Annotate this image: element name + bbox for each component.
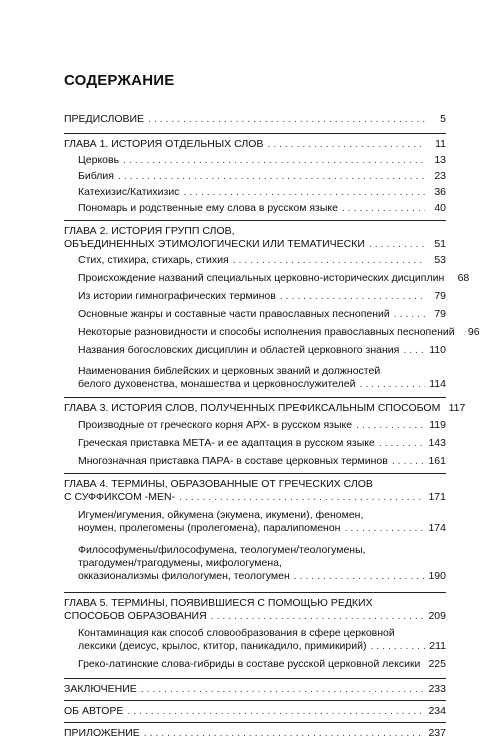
dot-leader <box>370 640 425 653</box>
toc-page-number: 79 <box>434 290 446 302</box>
dot-leader <box>127 705 425 718</box>
dot-leader <box>379 437 425 450</box>
toc-page-number: 11 <box>435 138 446 150</box>
dot-leader <box>345 522 426 535</box>
toc-entry-chapter-4[interactable] <box>64 478 446 504</box>
toc-entry-chapter-1[interactable] <box>64 138 446 151</box>
toc-page-number: 114 <box>429 378 446 390</box>
divider <box>64 592 446 593</box>
divider <box>64 700 446 701</box>
dot-leader <box>148 113 425 126</box>
toc-page-number: 174 <box>428 522 446 534</box>
toc-page-number: 117 <box>448 402 466 414</box>
toc-entry-title-line: ГЛАВА 2. ИСТОРИЯ ГРУПП СЛОВ, <box>64 225 235 237</box>
dot-leader <box>369 238 425 251</box>
dot-leader <box>267 138 425 151</box>
toc-entry-title: Из истории гимнографических терминов <box>78 290 276 302</box>
toc-entry-title: Некоторые разновидности и способы исполнения православных песнопений <box>78 326 455 338</box>
toc-title: СОДЕРЖАНИЕ <box>64 72 175 89</box>
toc-entry[interactable] <box>78 170 446 183</box>
dot-leader <box>294 570 425 583</box>
toc-entry-about-author[interactable] <box>64 705 446 718</box>
toc-page-number: 36 <box>434 186 446 198</box>
toc-entry[interactable] <box>78 326 480 339</box>
toc-entry-title: С СУФФИКСОМ -MEN- <box>64 491 176 503</box>
toc-entry-title: белого духовенства, монашества и церковнослужителей <box>78 378 356 390</box>
toc-page-number: 5 <box>440 113 446 125</box>
toc-page-number: 51 <box>434 238 446 250</box>
toc-entry-title: Библия <box>78 170 114 182</box>
toc-entry-title: Греческая приставка МЕТА- и ее адаптация в русском языке <box>78 437 375 449</box>
toc-entry-title: Производные от греческого корня АРХ- в русском языке <box>78 419 353 431</box>
toc-entry[interactable] <box>78 509 446 535</box>
toc-page-number: 209 <box>428 610 446 622</box>
toc-entry-title: ПРЕДИСЛОВИЕ <box>64 113 145 125</box>
toc-page-number: 161 <box>428 455 446 467</box>
toc-entry-title: ГЛАВА 3. ИСТОРИЯ СЛОВ, ПОЛУЧЕННЫХ ПРЕФИКСАЛЬНЫМ СПОСОБОМ <box>64 402 441 414</box>
dot-leader <box>144 727 425 740</box>
toc-page-number: 13 <box>434 154 446 166</box>
toc-entry-title: СПОСОБОВ ОБРАЗОВАНИЯ <box>64 610 207 622</box>
dot-leader <box>118 170 425 183</box>
toc-entry[interactable] <box>78 344 446 357</box>
toc-entry-title: ОБЪЕДИНЕННЫХ ЭТИМОЛОГИЧЕСКИ ИЛИ ТЕМАТИЧЕСКИ <box>64 238 365 250</box>
toc-entry[interactable] <box>78 544 446 583</box>
toc-entry[interactable] <box>78 254 446 267</box>
divider <box>64 397 446 398</box>
toc-page-number: 211 <box>429 640 446 652</box>
toc-entry[interactable] <box>78 202 446 215</box>
toc-entry-title: окказионализмы филологумен, теологумен <box>78 570 290 582</box>
toc-page-number: 40 <box>434 202 446 214</box>
toc-page-number: 110 <box>429 344 446 356</box>
toc-entry-title: ЗАКЛЮЧЕНИЕ <box>64 683 137 695</box>
toc-entry-title: Многозначная приставка ПАРА- в составе церковных терминов <box>78 455 388 467</box>
toc-entry-title: Происхождение названий специальных церковно-исторических дисциплин <box>78 272 445 284</box>
toc-entry-title: Названия богословских дисциплин и областей церковного знания <box>78 344 400 356</box>
toc-entry-title: ПРИЛОЖЕНИЕ <box>64 727 140 739</box>
dot-leader <box>141 683 425 696</box>
toc-entry[interactable] <box>78 308 446 321</box>
toc-entry[interactable] <box>78 437 446 450</box>
toc-entry-chapter-5[interactable] <box>64 597 446 623</box>
toc-page-number: 190 <box>428 570 446 582</box>
toc-page-number: 233 <box>428 683 446 695</box>
toc-entry[interactable] <box>78 272 470 285</box>
divider <box>64 473 446 474</box>
toc-entry-title: Основные жанры и составные части православных песнопений <box>78 308 390 320</box>
toc-entry-title: ноумен, пролегомены (пролегомена), паралипоменон <box>78 522 341 534</box>
toc-entry-title: ОБ АВТОРЕ <box>64 705 124 717</box>
divider <box>64 220 446 221</box>
dot-leader <box>179 491 425 504</box>
toc-page-number: 143 <box>428 437 446 449</box>
toc-entry-title-line: ГЛАВА 4. ТЕРМИНЫ, ОБРАЗОВАННЫЕ ОТ ГРЕЧЕСКИХ СЛОВ <box>64 478 373 490</box>
toc-entry-title-line: Наименования библейских и церковных званий и должностей <box>78 365 381 377</box>
dot-leader <box>211 610 425 623</box>
dot-leader <box>359 378 425 391</box>
toc-entry[interactable] <box>78 419 446 432</box>
dot-leader <box>342 202 425 215</box>
dot-leader <box>233 254 425 267</box>
toc-entry-chapter-3[interactable] <box>64 402 466 415</box>
toc-entry[interactable] <box>78 154 446 167</box>
divider <box>64 722 446 723</box>
toc-entry-conclusion[interactable] <box>64 683 446 696</box>
toc-entry-title-line: ГЛАВА 5. ТЕРМИНЫ, ПОЯВИВШИЕСЯ С ПОМОЩЬЮ РЕДКИХ <box>64 597 373 609</box>
toc-entry-title: лексики (деисус, крылос, ктитор, паникадило, примикирий) <box>78 640 367 652</box>
toc-entry[interactable] <box>78 186 446 199</box>
dot-leader <box>356 419 425 432</box>
toc-page-number: 237 <box>428 727 446 739</box>
toc-entry-title: ГЛАВА 1. ИСТОРИЯ ОТДЕЛЬНЫХ СЛОВ <box>64 138 264 150</box>
divider <box>64 678 446 679</box>
dot-leader <box>280 290 425 303</box>
toc-entry[interactable] <box>78 627 446 653</box>
dot-leader <box>403 344 425 357</box>
toc-page-number: 53 <box>434 254 446 266</box>
dot-leader <box>183 186 425 199</box>
toc-page-number: 79 <box>434 308 446 320</box>
toc-entry-chapter-2[interactable] <box>64 225 446 251</box>
toc-page-number: 234 <box>428 705 446 717</box>
toc-entry-title: Пономарь и родственные ему слова в русском языке <box>78 202 338 214</box>
dot-leader <box>123 154 425 167</box>
toc-entry-title: Церковь <box>78 154 120 166</box>
toc-entry-title: Греко-латинские слова-гибриды в составе русской церковной лексики <box>78 658 421 670</box>
toc-entry-title-line: Философумены/философумена, теологумен/теологумены, трагодумен/трагодумены, мифологумена, <box>78 544 366 569</box>
toc-entry[interactable] <box>78 455 446 468</box>
toc-page-number: 96 <box>467 326 480 338</box>
toc-entry-title-line: Игумен/игумения, ойкумена (экумена, икумени), феномен, <box>78 509 364 521</box>
toc-page-number: 225 <box>428 658 446 670</box>
toc-entry[interactable] <box>78 365 446 391</box>
toc-page-number: 119 <box>429 419 446 431</box>
toc-entry-appendix[interactable] <box>64 727 446 740</box>
toc-entry-title: Катехизис/Катихизис <box>78 186 180 198</box>
toc-entry[interactable] <box>78 658 446 671</box>
toc-page-number: 23 <box>434 170 446 182</box>
toc-entry-title-line: Контаминация как способ словообразования в сфере церковной <box>78 627 395 639</box>
dot-leader <box>392 455 425 468</box>
dot-leader <box>394 308 425 321</box>
divider <box>64 133 446 134</box>
toc-entry[interactable] <box>78 290 446 303</box>
toc-page-number: 171 <box>428 491 446 503</box>
toc-entry-title: Стих, стихира, стихарь, стихия <box>78 254 229 266</box>
toc-page-number: 68 <box>457 272 470 284</box>
toc-entry-preface[interactable] <box>64 113 446 126</box>
